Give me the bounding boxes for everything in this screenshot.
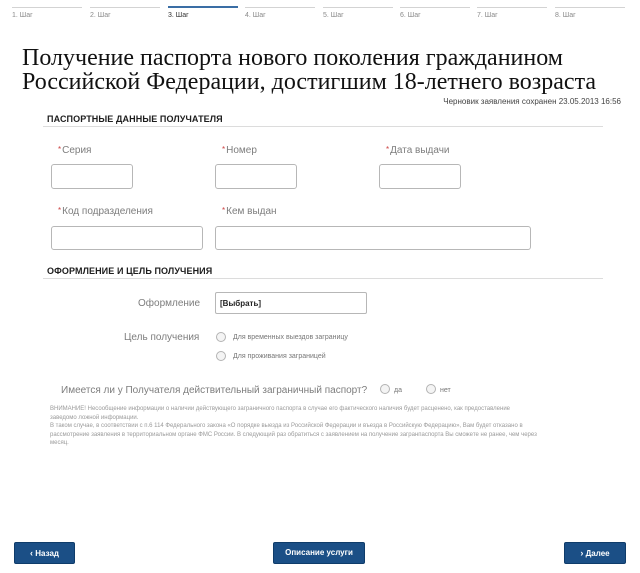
step-label: 3. Шаг bbox=[168, 12, 189, 19]
back-button-label: Назад bbox=[35, 549, 59, 558]
steps-progress bbox=[0, 0, 640, 22]
chevron-left-icon: ‹ bbox=[30, 548, 34, 558]
back-button[interactable] bbox=[14, 542, 75, 564]
draft-saved-status: Черновик заявления сохранен 23.05.2013 16:56 bbox=[443, 97, 621, 106]
has-passport-question: Имеется ли у Получателя действительный заграничный паспорт? bbox=[61, 385, 368, 396]
issued-by-input[interactable] bbox=[215, 226, 531, 250]
section-title-passport: ПАСПОРТНЫЕ ДАННЫЕ ПОЛУЧАТЕЛЯ bbox=[47, 114, 223, 124]
series-input[interactable] bbox=[51, 164, 133, 189]
has-passport-yes-radio[interactable] bbox=[380, 384, 390, 394]
step-label: 4. Шаг bbox=[245, 12, 266, 19]
warning-text: ВНИМАНИЕ! Несообщение информации о наличии действующего заграничного паспорта в случае его фактического наличия будет расценено, как предоставление заведомо ложной информации. bbox=[50, 406, 511, 421]
section-divider bbox=[43, 278, 603, 279]
next-button[interactable] bbox=[564, 542, 626, 564]
has-passport-no-label: нет bbox=[440, 387, 451, 394]
step-6 bbox=[400, 0, 470, 22]
number-input[interactable] bbox=[215, 164, 297, 189]
step-label: 1. Шаг bbox=[12, 12, 33, 19]
step-label: 8. Шаг bbox=[555, 12, 576, 19]
section-title-purpose: ОФОРМЛЕНИЕ И ЦЕЛЬ ПОЛУЧЕНИЯ bbox=[47, 266, 213, 276]
step-7 bbox=[477, 0, 547, 22]
registration-select[interactable]: [Выбрать] bbox=[215, 292, 367, 314]
has-passport-yes-label: да bbox=[394, 387, 402, 394]
step-label: 5. Шаг bbox=[323, 12, 344, 19]
chevron-right-icon: › bbox=[580, 548, 584, 558]
service-description-button[interactable] bbox=[273, 542, 365, 564]
number-label: *Номер bbox=[222, 145, 257, 156]
next-button-label: Далее bbox=[585, 549, 610, 558]
issued-by-label: *Кем выдан bbox=[222, 206, 277, 217]
has-passport-no-radio[interactable] bbox=[426, 384, 436, 394]
step-4 bbox=[245, 0, 315, 22]
step-1 bbox=[12, 0, 82, 22]
step-3-current bbox=[168, 0, 238, 22]
step-5 bbox=[323, 0, 393, 22]
step-label: 2. Шаг bbox=[90, 12, 111, 19]
page-title: Получение паспорта нового поколения гражданином Российской Федерации, достигшим 18-летнего возраста bbox=[22, 45, 597, 95]
service-description-label: Описание услуги bbox=[285, 548, 353, 557]
purpose-residence-label: Для проживания заграницей bbox=[233, 353, 326, 360]
section-divider bbox=[43, 126, 603, 127]
step-label: 6. Шаг bbox=[400, 12, 421, 19]
step-label: 7. Шаг bbox=[477, 12, 498, 19]
division-code-label: *Код подразделения bbox=[58, 206, 153, 217]
purpose-residence-radio[interactable] bbox=[216, 351, 226, 361]
series-label: *Серия bbox=[58, 145, 92, 156]
purpose-temporary-radio[interactable] bbox=[216, 332, 226, 342]
warning-text: В таком случае, в соответствии с п.6 114 Федерального закона «О порядке выезда из Российской Федерации и въезда в Российскую Федерацию», Вам будет отказано в рассмотрение заявления в территориальном органе ФМС России. В следующий раз обратиться с заявлением на получение загранпаспорта Вы сможете не ранее, чем через месяц. bbox=[50, 423, 537, 446]
issue-date-input[interactable] bbox=[379, 164, 461, 189]
issue-date-label: *Дата выдачи bbox=[386, 145, 450, 156]
registration-label: Оформление bbox=[138, 298, 201, 309]
division-code-input[interactable] bbox=[51, 226, 203, 250]
warning-notice bbox=[50, 405, 538, 448]
step-2 bbox=[90, 0, 160, 22]
step-8 bbox=[555, 0, 625, 22]
purpose-label: Цель получения bbox=[124, 332, 200, 343]
purpose-temporary-label: Для временных выездов заграницу bbox=[233, 334, 348, 341]
